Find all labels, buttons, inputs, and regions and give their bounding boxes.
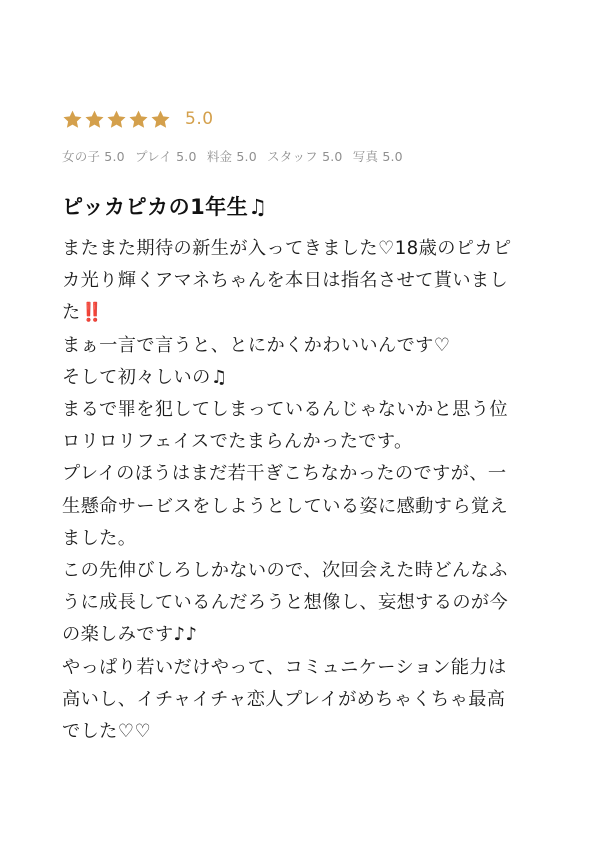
review-line-text: た: [62, 302, 81, 324]
review-line: プレイのほうはまだ若干ぎこちなかったのですが、一: [62, 463, 507, 485]
review-line: ロリロリフェイスでたまらんかったです。: [62, 431, 413, 453]
sub-score-label: プレイ: [134, 149, 172, 164]
sub-score-label: 写真: [352, 149, 379, 164]
review-line: 生懸命サービスをしようとしている姿に感動すら覚え: [62, 495, 509, 517]
sub-score-price: [207, 149, 257, 164]
review-line: の楽しみです♪♪: [62, 624, 198, 646]
double-exclamation-icon: ‼️: [80, 302, 104, 324]
review-card: [62, 104, 542, 748]
sub-score-label: 女の子: [62, 149, 101, 164]
review-line: またまた期待の新生が入ってきました♡18歳のピカピ: [62, 238, 512, 259]
sub-score-value: 5.0: [322, 149, 343, 164]
sub-score-girl: [62, 149, 125, 164]
sub-score-list: [62, 147, 542, 165]
star-icon: [62, 109, 83, 130]
sub-score-value: 5.0: [176, 149, 197, 164]
sub-score-value: 5.0: [382, 149, 403, 164]
sub-score-label: スタッフ: [267, 149, 318, 164]
sub-score-label: 料金: [206, 149, 233, 164]
star-icon: [150, 109, 171, 130]
sub-score-value: 5.0: [104, 149, 125, 164]
star-rating: [62, 109, 171, 130]
review-line: やっぱり若いだけやって、コミュニケーション能力は: [62, 656, 507, 678]
sub-score-photo: [353, 149, 403, 164]
review-line: 高いし、イチャイチャ恋人プレイがめちゃくちゃ最高: [62, 688, 506, 710]
review-body: [62, 233, 542, 748]
review-line: でした♡♡: [62, 721, 152, 743]
star-icon: [84, 109, 105, 130]
rating-row: [62, 104, 542, 134]
review-line: この先伸びしろしかないので、次回会えた時どんなふ: [62, 560, 508, 582]
review-line: まるで罪を犯してしまっているんじゃないかと思う位: [62, 399, 508, 421]
overall-score: 5.0: [185, 109, 214, 129]
review-line: カ光り輝くアマネちゃんを本日は指名させて貰いまし: [62, 270, 509, 292]
review-line: ました。: [62, 527, 137, 549]
sub-score-play: [135, 149, 197, 164]
star-icon: [106, 109, 127, 130]
review-line: まぁ一言で言うと、とにかくかわいいんです♡: [62, 334, 451, 356]
sub-score-staff: [267, 149, 342, 164]
star-icon: [128, 109, 149, 130]
review-line: うに成長しているんだろうと想像し、妄想するのが今: [62, 592, 509, 614]
review-line-with-emphasis: [62, 297, 542, 329]
review-title: ピッカピカの1年生♫: [62, 195, 268, 219]
review-line: そして初々しいの♫: [62, 366, 228, 388]
sub-score-value: 5.0: [236, 149, 257, 164]
